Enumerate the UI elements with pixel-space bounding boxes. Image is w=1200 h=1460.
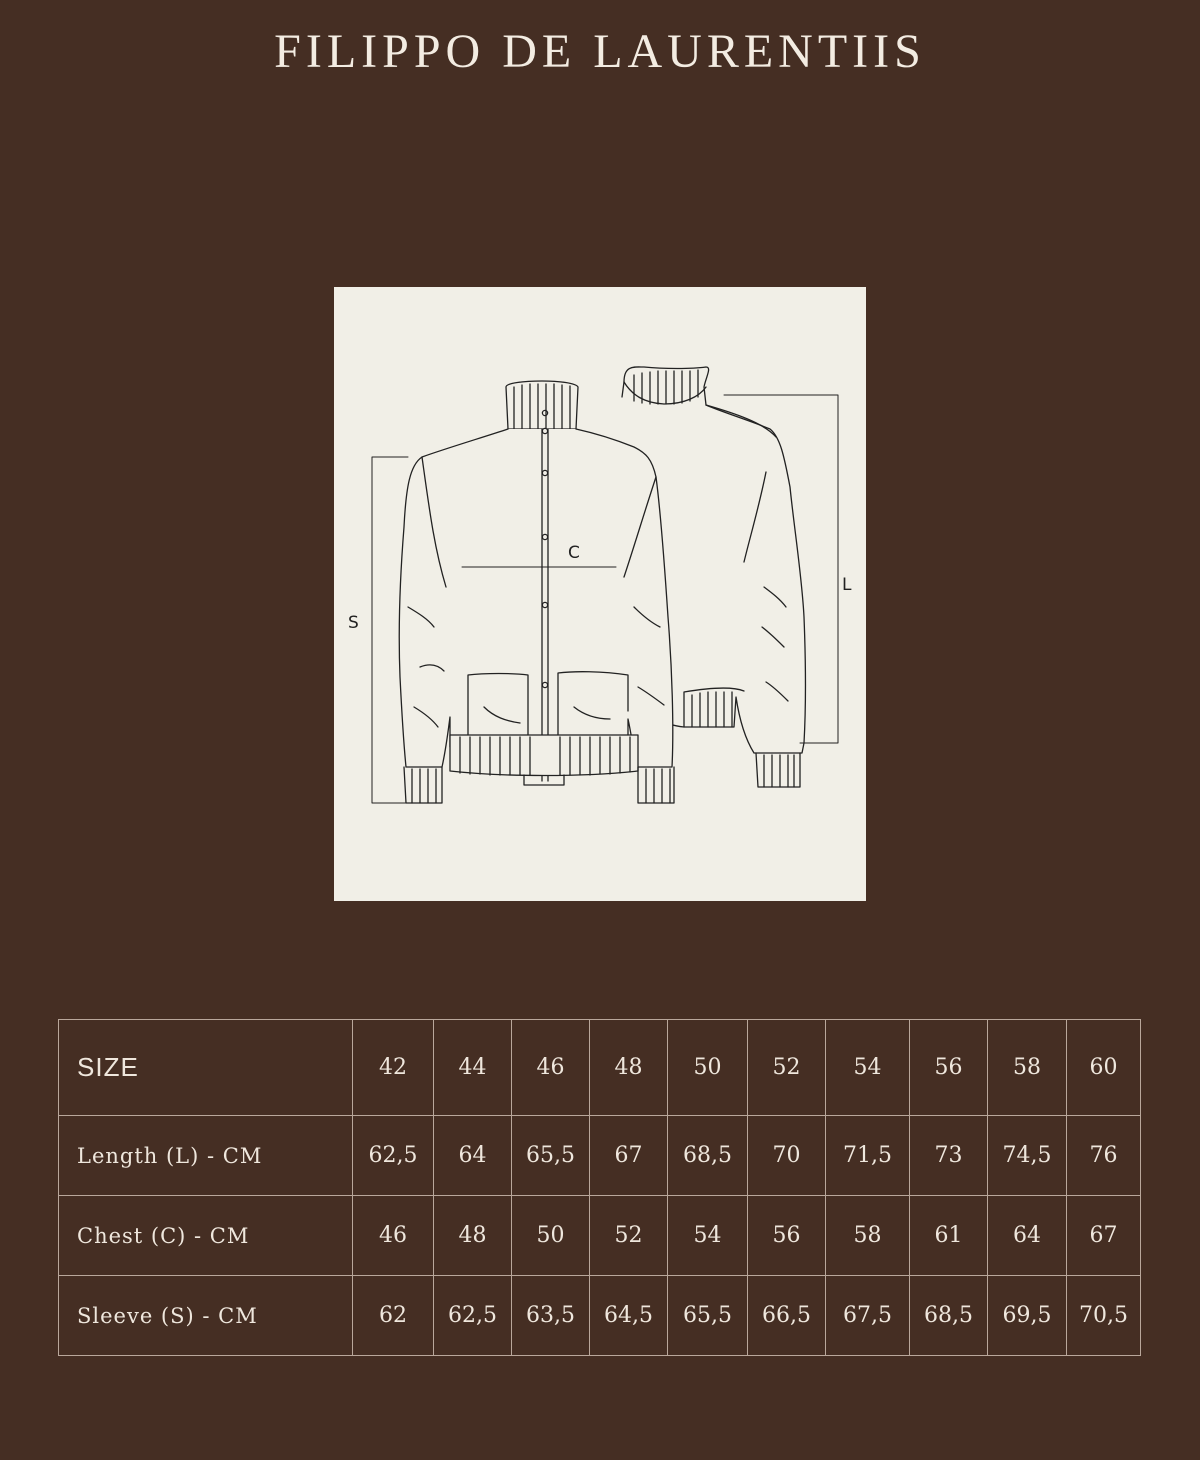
table-cell: 64 [988, 1196, 1067, 1276]
size-cell: 52 [748, 1020, 826, 1116]
table-cell: 73 [910, 1116, 988, 1196]
table-cell: 50 [512, 1196, 590, 1276]
table-cell: 69,5 [988, 1276, 1067, 1356]
size-cell: 46 [512, 1020, 590, 1116]
table-cell: 67,5 [826, 1276, 910, 1356]
table-cell: 64 [434, 1116, 512, 1196]
row-label: Length (L) - CM [59, 1116, 353, 1196]
table-header-row [59, 1020, 1141, 1116]
jacket-diagram-panel [334, 287, 866, 901]
table-cell: 66,5 [748, 1276, 826, 1356]
table-row-length [59, 1116, 1141, 1196]
table-cell: 54 [668, 1196, 748, 1276]
table-cell: 76 [1067, 1116, 1141, 1196]
size-cell: 60 [1067, 1020, 1141, 1116]
table-cell: 67 [1067, 1196, 1141, 1276]
size-cell: 48 [590, 1020, 668, 1116]
jacket-illustration [334, 287, 866, 901]
table-cell: 62,5 [353, 1116, 434, 1196]
sleeve-dimension-label: S [348, 613, 359, 633]
table-cell: 58 [826, 1196, 910, 1276]
table-cell: 74,5 [988, 1116, 1067, 1196]
table-cell: 63,5 [512, 1276, 590, 1356]
size-cell: 58 [988, 1020, 1067, 1116]
table-cell: 70 [748, 1116, 826, 1196]
table-cell: 62,5 [434, 1276, 512, 1356]
size-cell: 50 [668, 1020, 748, 1116]
row-label: Chest (C) - CM [59, 1196, 353, 1276]
table-cell: 65,5 [668, 1276, 748, 1356]
row-label: Sleeve (S) - CM [59, 1276, 353, 1356]
chest-dimension-label: C [568, 543, 580, 563]
size-cell: 42 [353, 1020, 434, 1116]
size-cell: 56 [910, 1020, 988, 1116]
table-cell: 61 [910, 1196, 988, 1276]
table-row-sleeve [59, 1276, 1141, 1356]
size-cell: 44 [434, 1020, 512, 1116]
table-cell: 56 [748, 1196, 826, 1276]
table-cell: 67 [590, 1116, 668, 1196]
table-cell: 48 [434, 1196, 512, 1276]
table-cell: 65,5 [512, 1116, 590, 1196]
size-header-cell: SIZE [59, 1020, 353, 1116]
table-cell: 70,5 [1067, 1276, 1141, 1356]
table-cell: 64,5 [590, 1276, 668, 1356]
table-cell: 62 [353, 1276, 434, 1356]
size-chart-table [58, 1019, 1141, 1356]
table-cell: 68,5 [668, 1116, 748, 1196]
length-dimension-label: L [842, 575, 852, 595]
table-cell: 71,5 [826, 1116, 910, 1196]
size-cell: 54 [826, 1020, 910, 1116]
table-row-chest [59, 1196, 1141, 1276]
brand-title: FILIPPO DE LAURENTIIS [274, 25, 926, 78]
table-cell: 52 [590, 1196, 668, 1276]
table-cell: 46 [353, 1196, 434, 1276]
table-cell: 68,5 [910, 1276, 988, 1356]
